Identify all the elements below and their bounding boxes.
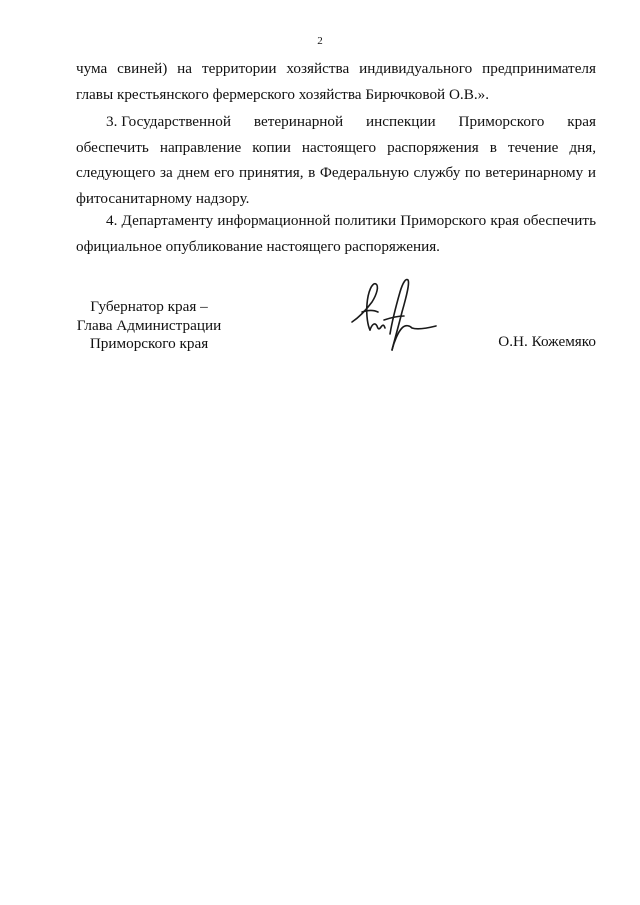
text-word: инспекции	[366, 113, 436, 130]
paragraph-continuation	[76, 56, 596, 107]
text-word: Приморского	[458, 113, 545, 130]
text-line: главы крестьянского фермерского хозяйства Бирючковой О.В.».	[76, 85, 490, 103]
text-line: фитосанитарному надзору.	[76, 189, 250, 207]
text-line: 4. Департаменту информационной политики Приморского края обеспечить	[106, 212, 596, 229]
text-word: 3. Государственной	[106, 113, 232, 130]
text-line: следующего за днем его принятия, в Федеральную службу по ветеринарному и	[76, 164, 596, 181]
paragraph-item-3	[76, 109, 596, 211]
paragraph-item-4	[76, 208, 596, 259]
text-word: края	[567, 113, 596, 130]
text-line: обеспечить направление копии настоящего распоряжения в течение дня,	[76, 138, 596, 156]
handwritten-signature	[348, 272, 440, 354]
text-word: ветеринарной	[253, 113, 344, 130]
text-line	[76, 109, 596, 135]
text-line: официальное опубликование настоящего распоряжения.	[76, 237, 440, 255]
page-number: 2	[317, 35, 323, 47]
signatory-title-line: Губернатор края –	[90, 298, 208, 315]
signatory-title-line: Приморского края	[89, 335, 209, 352]
text-line: чума свиней) на территории хозяйства индивидуального предпринимателя	[76, 60, 596, 77]
signatory-name: О.Н. Кожемяко	[498, 333, 596, 350]
signatory-title-line: Глава Администрации	[76, 316, 222, 334]
signatory-title	[64, 298, 234, 354]
